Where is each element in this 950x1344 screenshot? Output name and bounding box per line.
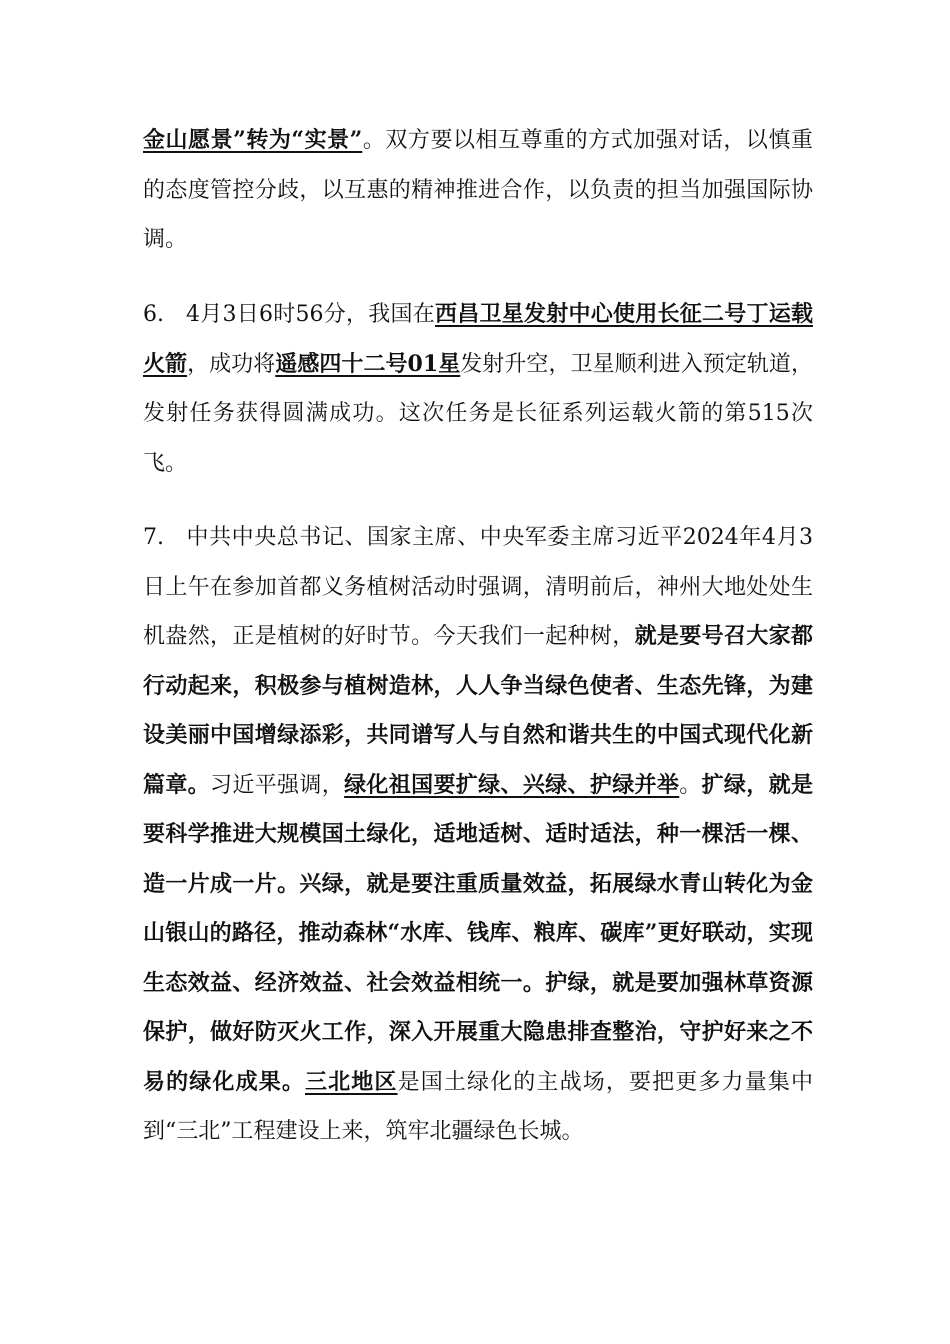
paragraph-text: 习近平强调，: [210, 772, 345, 798]
paragraph-text: 发射升空，卫星顺利进入预定轨道，发射任务获得圆满成功。这次任务是长征系列运载火箭的第515次飞。: [143, 351, 813, 476]
paragraph-text: 。双方要以相互尊重的方式加强对话，以慎重的态度管控分歧，以互惠的精神推进合作，以负责的担当加强国际协调。: [143, 128, 813, 252]
paragraph-text: ，成功将: [187, 351, 276, 377]
paragraph-text: 4月3日6时56分，我国在: [186, 302, 435, 327]
paragraph-text: 中共中央总书记、国家主席、中央军委主席习近平2024年4月3日上午在参加首都义务植树活动时强调，清明前后，神州大地处处生机盎然，正是植树的好时节。今天我们一起种树，: [143, 525, 813, 649]
item-number: 7.: [143, 525, 164, 550]
emphasis-underlined: 遥感四十二号01星: [275, 350, 461, 377]
emphasis-underlined: 西昌卫星发射中心使用长征二号丁运载火箭: [143, 301, 813, 377]
paragraph-item-6: [143, 290, 813, 488]
item-number: 6.: [143, 302, 164, 327]
paragraph-item-5-continued: [143, 116, 813, 265]
paragraph-text: 是国土绿化的主战场，要把更多力量集中到“三北”工程建设上来，筑牢北疆绿色长城。: [143, 1069, 813, 1144]
emphasis-bold: 扩绿，就是要科学推进大规模国土绿化，适地适树、适时适法，种一棵活一棵、造一片成一片。兴绿，就是要注重质量效益，拓展绿水青山转化为金山银山的路径，推动森林“水库、钱库、粮库、碳库”更好联动，实现生态效益、经济效益、社会效益相统一。护绿，就是要加强林草资源保护，做好防灭火工作，深入开展重大隐患排查整治，守护好来之不易的绿化成果。: [143, 771, 813, 1095]
emphasis-underlined: 金山愿景”转为“实景”: [143, 127, 363, 153]
emphasis-bold: 就是要号召大家都行动起来，积极参与植树造林，人人争当绿色使者、生态先锋，为建设美丽中国增绿添彩，共同谱写人与自然和谐共生的中国式现代化新篇章。: [143, 623, 813, 798]
paragraph-text: 。: [679, 772, 702, 798]
emphasis-underlined: 绿化祖国要扩绿、兴绿、护绿并举: [344, 771, 680, 798]
paragraph-item-7: [143, 513, 813, 1157]
emphasis-underlined: 三北地区: [305, 1068, 398, 1095]
